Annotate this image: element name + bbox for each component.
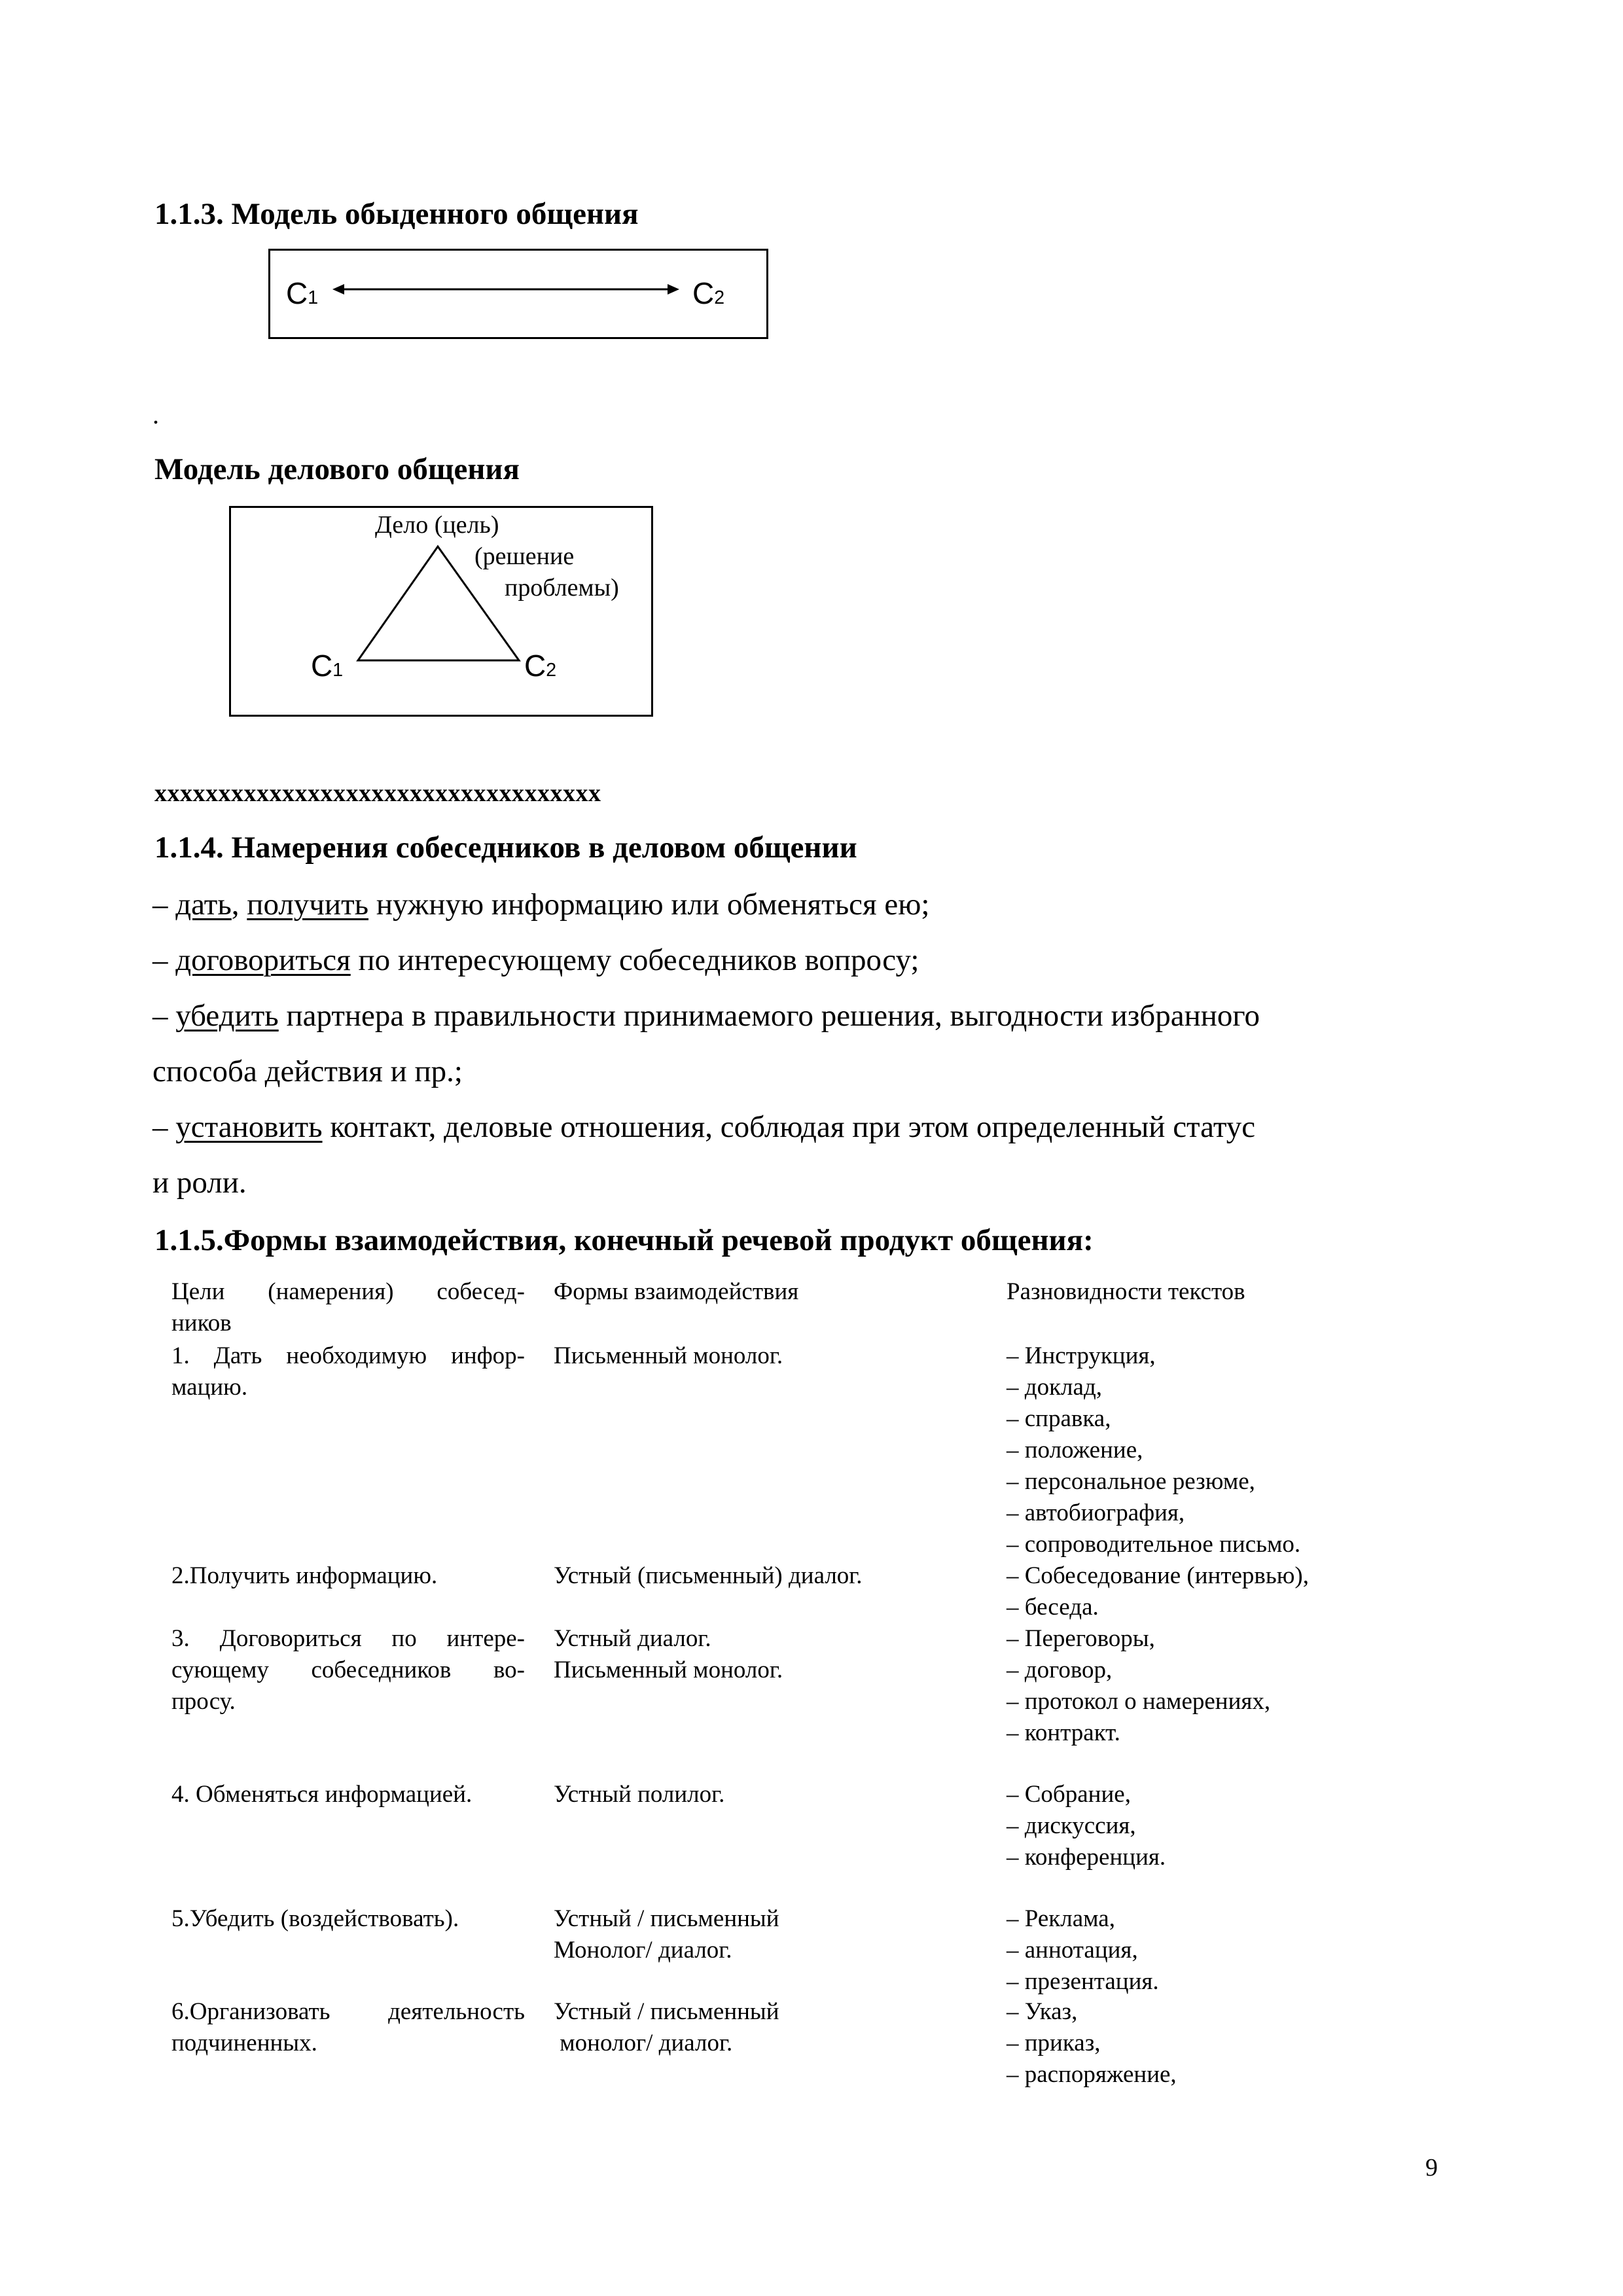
business-model-heading: Модель делового общения	[154, 452, 520, 486]
table-row-2-texts: – Собеседование (интервью), – беседа.	[1007, 1562, 1309, 1621]
participant-c2-label: С2	[692, 276, 725, 310]
intention-item-3-continuation: способа действия и пр.;	[152, 1054, 463, 1088]
table-row-4-form: Устный полилог.	[554, 1781, 725, 1808]
table-row-1-texts: – Инструкция, – доклад, – справка, – положение, – персональное резюме, – автобиография, – сопроводительное письмо.	[1007, 1342, 1301, 1558]
table-header-goals: Цели (намерения) собесед- ников	[171, 1278, 525, 1336]
table-row-5-form: Устный / письменный Монолог/ диалог.	[554, 1905, 779, 1964]
table-row-4-goal: 4. Обменяться информацией.	[171, 1781, 473, 1808]
participant-c1-label: С1	[311, 649, 344, 683]
section-heading-115: 1.1.5.Формы взаимодействия, конечный речевой продукт общения:	[154, 1223, 1094, 1257]
intention-item-1: – дать, получить нужную информацию или обменяться ею;	[152, 888, 930, 922]
table-row-4-texts: – Собрание, – дискуссия, – конференция.	[1007, 1781, 1166, 1871]
table-row-3-goal: 3. Договориться по интере- сующему собеседников во- просу.	[171, 1625, 525, 1715]
table-header-texts: Разновидности текстов	[1007, 1278, 1245, 1305]
goal-label: Дело (цель)	[375, 511, 499, 539]
table-row-3-form: Устный диалог. Письменный монолог.	[554, 1625, 783, 1683]
table-row-2-goal: 2.Получить информацию.	[171, 1562, 438, 1589]
intention-item-4: – установить контакт, деловые отношения, соблюдая при этом определенный статус	[152, 1110, 1256, 1144]
participant-c1-label: С1	[286, 276, 319, 310]
intention-item-4-continuation: и роли.	[152, 1166, 247, 1200]
problem-solving-label-1: (решение	[474, 543, 575, 570]
table-row-6-texts: – Указ, – приказ, – распоряжение,	[1007, 1998, 1177, 2088]
intention-item-2: – договориться по интересующему собеседников вопросу;	[152, 943, 919, 977]
table-row-5-texts: – Реклама, – аннотация, – презентация.	[1007, 1905, 1159, 1995]
page-number: 9	[1425, 2154, 1438, 2181]
table-header-forms: Формы взаимодействия	[554, 1278, 799, 1305]
section-heading-114: 1.1.4. Намерения собеседников в деловом общении	[154, 831, 857, 865]
table-row-5-goal: 5.Убедить (воздействовать).	[171, 1905, 459, 1932]
table-row-6-goal: 6.Организовать деятельность подчиненных.	[171, 1998, 525, 2056]
table-row-3-texts: – Переговоры, – договор, – протокол о намерениях, – контракт.	[1007, 1625, 1271, 1746]
separator-line: xxxxxxxxxxxxxxxxxxxxxxxxxxxxxxxxxxx	[154, 780, 601, 807]
table-row-1-form: Письменный монолог.	[554, 1342, 783, 1369]
stray-dot: .	[152, 400, 159, 429]
table-row-6-form: Устный / письменный монолог/ диалог.	[554, 1998, 779, 2056]
problem-solving-label-2: проблемы)	[505, 574, 619, 601]
participant-c2-label: С2	[524, 649, 557, 683]
table-row-1-goal: 1. Дать необходимую инфор- мацию.	[171, 1342, 525, 1401]
table-row-2-form: Устный (письменный) диалог.	[554, 1562, 863, 1589]
section-heading-113: 1.1.3. Модель обыденного общения	[154, 197, 639, 231]
intention-item-3: – убедить партнера в правильности принимаемого решения, выгодности избранного	[152, 999, 1260, 1033]
